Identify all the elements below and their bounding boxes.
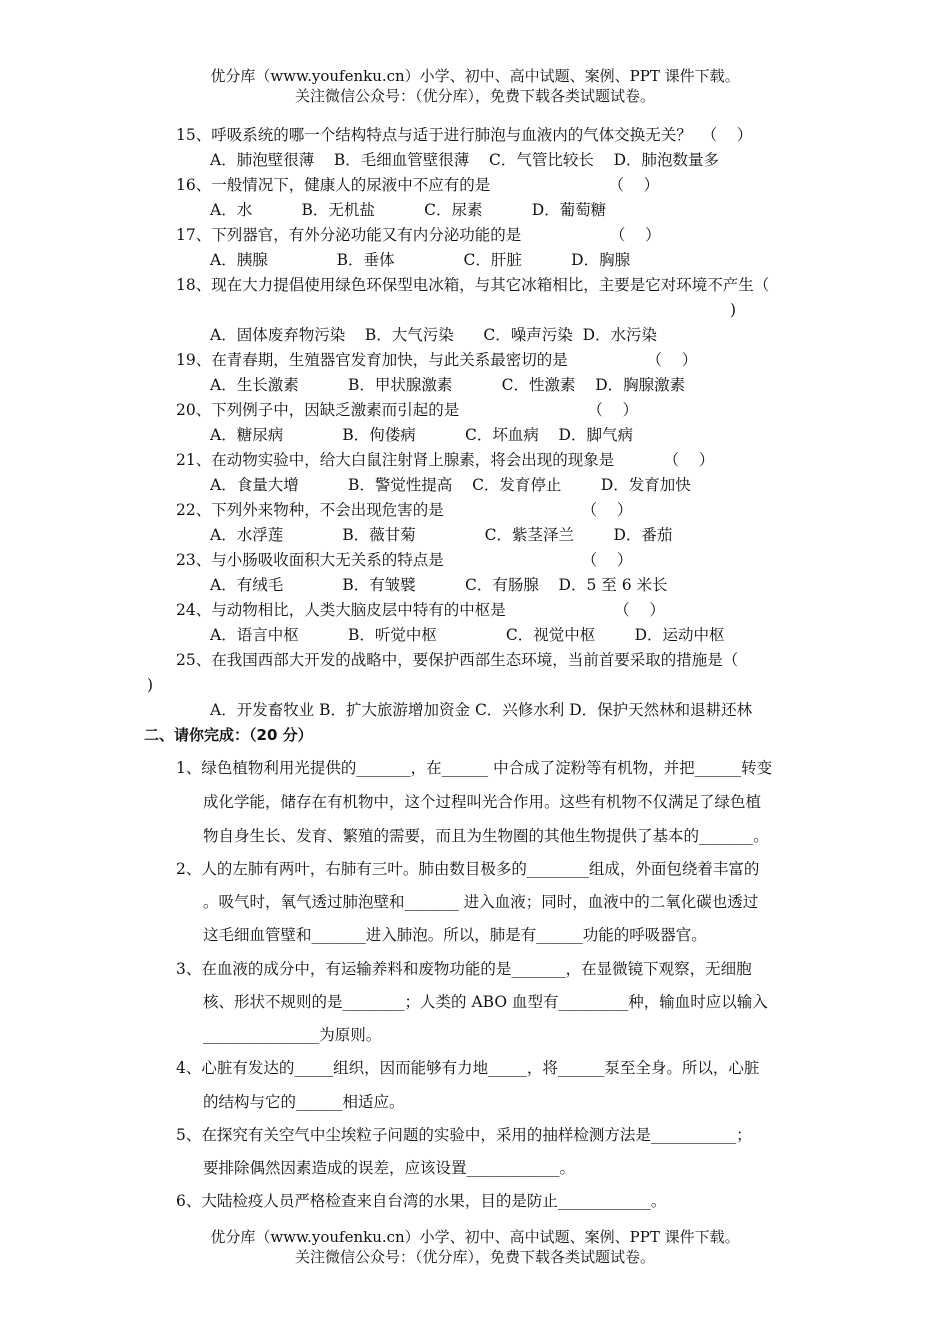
question-18-stem: 18、现在大力提倡使用绿色环保型电冰箱，与其它冰箱相比，主要是它对环境不产生（ bbox=[176, 276, 770, 294]
fill-question-3-line-1 bbox=[176, 958, 752, 980]
question-21-stem: 21、在动物实验中，给大白鼠注射肾上腺素，将会出现的现象是 （ ） bbox=[176, 451, 715, 469]
question-15-stem: 15、呼吸系统的哪一个结构特点与适于进行肺泡与血液内的气体交换无关？ （ ） bbox=[176, 126, 753, 144]
answer-blank[interactable]: ______ bbox=[694, 759, 742, 777]
question-text: 这毛细血管壁和 bbox=[203, 926, 312, 944]
question-23-options: A．有绒毛 B．有皱襞 C．有肠腺 D．5 至 6 米长 bbox=[210, 576, 668, 594]
question-text: ；人类的 ABO 血型有 bbox=[404, 993, 559, 1011]
question-22-options: A．水浮莲 B．薇甘菊 C．紫茎泽兰 D．番茄 bbox=[210, 526, 673, 544]
question-24-stem: 24、与动物相比，人类大脑皮层中特有的中枢是 （ ） bbox=[176, 601, 665, 619]
question-text: ，在显微镜下观察，无细胞 bbox=[565, 960, 752, 978]
question-text: 3、在血液的成分中，有运输养料和废物功能的是 bbox=[176, 960, 512, 978]
question-16-stem: 16、一般情况下，健康人的尿液中不应有的是 （ ） bbox=[176, 176, 660, 194]
question-text: 功能的呼吸器官。 bbox=[582, 926, 707, 944]
question-20-stem: 20、下列例子中，因缺乏激素而引起的是 （ ） bbox=[176, 401, 639, 419]
question-20-options: A．糖尿病 B．佝偻病 C．坏血病 D．脚气病 bbox=[210, 426, 633, 444]
fill-question-2-line-3 bbox=[203, 924, 707, 946]
fill-question-3-line-3 bbox=[203, 1024, 381, 1046]
question-text: 1、绿色植物利用光提供的 bbox=[176, 759, 357, 777]
question-19-options: A．生长激素 B．甲状腺激素 C．性激素 D．胸腺激素 bbox=[210, 376, 686, 394]
question-text: 转变 bbox=[741, 759, 773, 777]
answer-blank[interactable]: ______ bbox=[296, 1093, 343, 1111]
question-22-stem: 22、下列外来物种，不会出现危害的是 （ ） bbox=[176, 501, 633, 519]
question-17-stem: 17、下列器官，有外分泌功能又有内分泌功能的是 （ ） bbox=[176, 226, 661, 244]
answer-blank[interactable]: _______ bbox=[699, 827, 754, 845]
answer-blank[interactable]: _______________ bbox=[203, 1026, 320, 1044]
fill-question-4-line-2 bbox=[203, 1091, 405, 1113]
question-text: 要排除偶然因素造成的误差，应该设置 bbox=[203, 1159, 467, 1177]
question-17-options: A．胰腺 B．垂体 C．肝脏 D．胸腺 bbox=[210, 251, 631, 269]
question-25-stem: 25、在我国西部大开发的战略中，要保护西部生态环境，当前首要采取的措施是（ bbox=[176, 651, 739, 669]
answer-blank[interactable]: _______ bbox=[356, 759, 411, 777]
question-text: 进入血液；同时，血液中的二氧化碳也透过 bbox=[458, 893, 759, 911]
answer-blank[interactable]: _______ bbox=[404, 893, 459, 911]
fill-question-5-line-2 bbox=[203, 1157, 575, 1179]
question-text: 中合成了淀粉等有机物，并把 bbox=[488, 759, 695, 777]
fill-question-2-line-1 bbox=[176, 858, 759, 880]
question-18-stem-end: ) bbox=[730, 301, 737, 319]
question-text: ，在 bbox=[410, 759, 442, 777]
answer-blank[interactable]: _______ bbox=[311, 926, 366, 944]
section-2-title: 二、请你完成：（20 分） bbox=[144, 726, 313, 744]
question-text: 成化学能，储存在有机物中，这个过程叫光合作用。这些有机物不仅满足了绿色植 bbox=[203, 793, 762, 811]
answer-blank[interactable]: ____________ bbox=[557, 1192, 651, 1210]
question-text: 。 bbox=[650, 1192, 667, 1210]
answer-blank[interactable]: ____________ bbox=[466, 1159, 560, 1177]
fill-question-3-line-2 bbox=[203, 991, 768, 1013]
question-21-options: A．食量大增 B．警觉性提高 C．发育停止 D．发育加快 bbox=[210, 476, 691, 494]
question-24-options: A．语言中枢 B．听觉中枢 C．视觉中枢 D．运动中枢 bbox=[210, 626, 725, 644]
question-text: 核、形状不规则的是 bbox=[203, 993, 343, 1011]
question-text: 。吸气时，氧气透过肺泡壁和 bbox=[203, 893, 405, 911]
header-line-2: 关注微信公众号：（优分库），免费下载各类试题试卷。 bbox=[294, 87, 655, 105]
question-25-stem-end: ) bbox=[147, 676, 154, 694]
question-19-stem: 19、在青春期，生殖器官发育加快，与此关系最密切的是 （ ） bbox=[176, 351, 698, 369]
question-text: 泵至全身。所以，心脏 bbox=[604, 1059, 760, 1077]
answer-blank[interactable]: _____ bbox=[488, 1059, 527, 1077]
fill-question-1-line-3 bbox=[203, 825, 769, 847]
answer-blank[interactable]: ________ bbox=[342, 993, 405, 1011]
fill-question-1-line-1 bbox=[176, 757, 772, 779]
question-text: 5、在探究有关空气中尘埃粒子问题的实验中，采用的抽样检测方法是 bbox=[176, 1126, 651, 1144]
footer-line-2: 关注微信公众号：（优分库），免费下载各类试题试卷。 bbox=[294, 1248, 655, 1266]
question-text: 6、大陆检疫人员严格检查来自台湾的水果，目的是防止 bbox=[176, 1192, 558, 1210]
answer-blank[interactable]: _____ bbox=[294, 1059, 334, 1077]
question-text: 2、人的左肺有两叶，右肺有三叶。肺由数目极多的 bbox=[176, 860, 527, 878]
question-25-options: A．开发畜牧业 B．扩大旅游增加资金 C．兴修水利 D．保护天然林和退耕还林 bbox=[210, 701, 753, 719]
question-text: 物自身生长、发育、繁殖的需要，而且为生物圈的其他生物提供了基本的 bbox=[203, 827, 700, 845]
question-text: 。 bbox=[753, 827, 769, 845]
question-text: 为原则。 bbox=[319, 1026, 382, 1044]
answer-blank[interactable]: ________ bbox=[526, 860, 589, 878]
question-text: 的结构与它的 bbox=[203, 1093, 297, 1111]
question-text: 组织，因而能够有力地 bbox=[333, 1059, 489, 1077]
question-text: 组成，外面包绕着丰富的 bbox=[588, 860, 760, 878]
answer-blank[interactable]: _________ bbox=[558, 993, 629, 1011]
fill-question-4-line-1 bbox=[176, 1057, 759, 1079]
answer-blank[interactable]: ___________ bbox=[650, 1126, 737, 1144]
question-15-options: A．肺泡壁很薄 B．毛细血管壁很薄 C．气管比较长 D．肺泡数量多 bbox=[210, 151, 719, 169]
question-text: ； bbox=[736, 1126, 752, 1144]
question-text: 4、心脏有发达的 bbox=[176, 1059, 295, 1077]
fill-question-6-line-1 bbox=[176, 1190, 666, 1212]
fill-question-1-line-2 bbox=[203, 791, 761, 813]
answer-blank[interactable]: ______ bbox=[557, 1059, 605, 1077]
question-text: 。 bbox=[559, 1159, 576, 1177]
question-text: 种，输血时应以输入 bbox=[628, 993, 768, 1011]
question-text: ，将 bbox=[526, 1059, 558, 1077]
header-line-1: 优分库（www.youfenku.cn）小学、初中、高中试题、案例、PPT 课件下载。 bbox=[210, 67, 740, 85]
question-text: 相适应。 bbox=[342, 1093, 405, 1111]
answer-blank[interactable]: ______ bbox=[441, 759, 489, 777]
footer-line-1: 优分库（www.youfenku.cn）小学、初中、高中试题、案例、PPT 课件下载。 bbox=[210, 1228, 740, 1246]
fill-question-5-line-1 bbox=[176, 1124, 752, 1146]
question-text: 进入肺泡。所以，肺是有 bbox=[365, 926, 537, 944]
answer-blank[interactable]: ______ bbox=[536, 926, 583, 944]
fill-question-2-line-2 bbox=[203, 891, 758, 913]
question-16-options: A．水 B．无机盐 C．尿素 D．葡萄糖 bbox=[210, 201, 607, 219]
question-18-options: A．固体废弃物污染 B．大气污染 C．噪声污染 D．水污染 bbox=[210, 326, 657, 344]
question-23-stem: 23、与小肠吸收面积大无关系的特点是 （ ） bbox=[176, 551, 633, 569]
answer-blank[interactable]: _______ bbox=[511, 960, 566, 978]
